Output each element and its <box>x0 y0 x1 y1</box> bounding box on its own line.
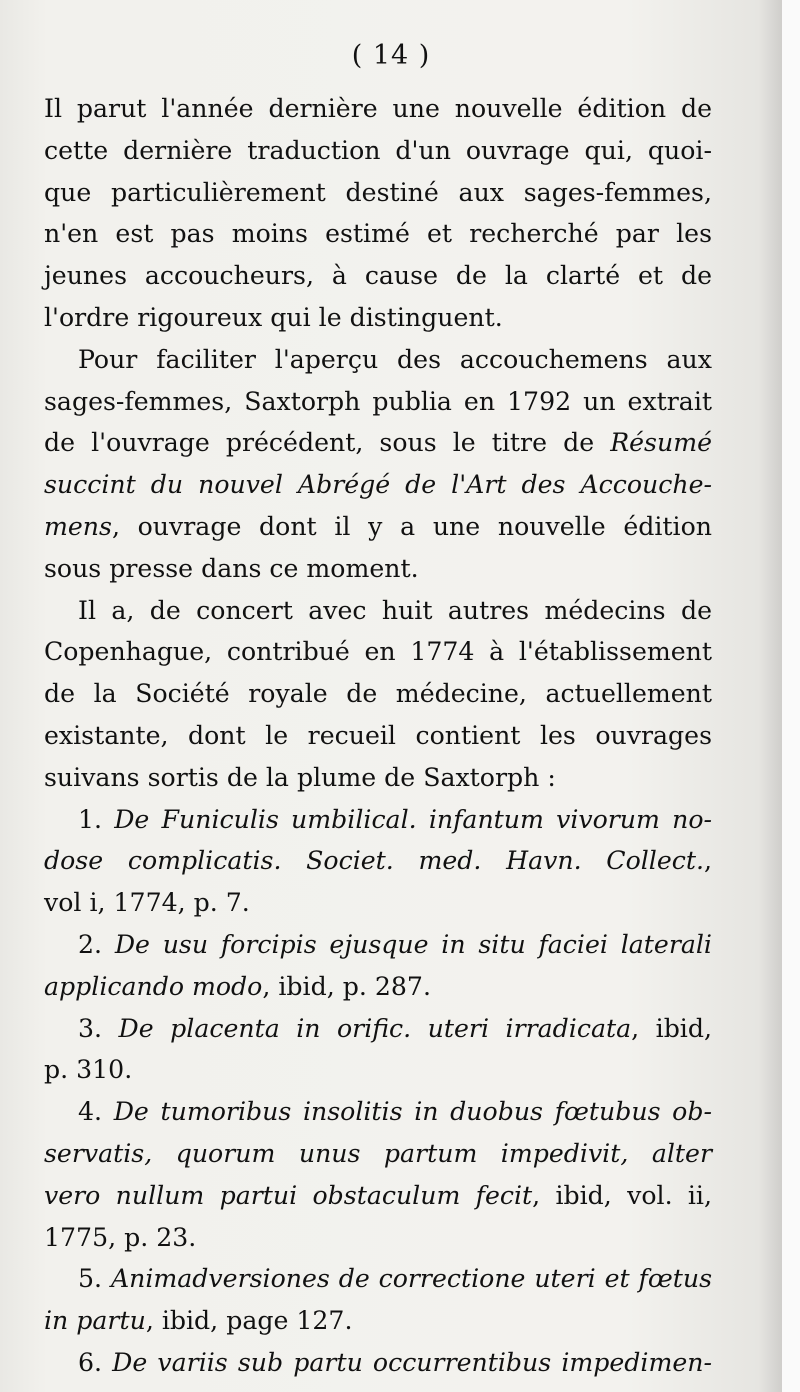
text-line <box>44 757 712 799</box>
text-line <box>44 130 712 172</box>
line-text: l'ordre rigoureux qui le distinguent. <box>44 302 503 332</box>
text-line <box>44 1091 712 1133</box>
text-line <box>44 631 712 673</box>
line-text: cette dernière traduction d'un ouvrage qui, quoi- <box>44 135 712 165</box>
text-line <box>44 799 712 841</box>
italic-text: servatis, quorum unus partum impedivit, alter <box>44 1138 712 1168</box>
text-line <box>44 882 712 924</box>
line-text: 1775, p. 23. <box>44 1222 197 1252</box>
line-text: 5. <box>78 1264 111 1294</box>
italic-text: vero nullum partui obstaculum fecit <box>44 1180 533 1210</box>
italic-text: De placenta in orific. uteri irradicata <box>118 1013 632 1043</box>
text-line <box>44 339 712 381</box>
line-text: sous presse dans ce moment. <box>44 553 419 583</box>
italic-text: De variis sub partu occurrentibus impedimen- <box>112 1347 712 1377</box>
line-text: sages-femmes, Saxtorph publia en 1792 un extrait <box>44 386 712 416</box>
line-text: 4. <box>78 1097 114 1127</box>
line-text: 2. <box>78 929 115 959</box>
italic-text: De tumoribus insolitis in duobus fœtubus ob- <box>113 1097 712 1127</box>
line-text: , ibid, vol. ii, <box>532 1180 712 1210</box>
italic-text: De Funiculis umbilical. infantum vivorum no- <box>114 804 712 834</box>
italic-text: Animadversiones de correctione uteri et fœtus <box>110 1264 712 1294</box>
line-text: que particulièrement destiné aux sages-femmes, <box>44 177 712 207</box>
text-line <box>44 840 712 882</box>
text-line <box>44 88 712 130</box>
body-text <box>44 88 712 1384</box>
italic-text: succint du nouvel Abrégé de l'Art des Accouche- <box>44 470 712 500</box>
line-text: n'en est pas moins estimé et recherché par les <box>44 219 712 249</box>
italic-text: mens <box>44 511 112 541</box>
line-text: , ibid, page 127. <box>145 1306 353 1336</box>
text-line <box>44 924 712 966</box>
text-line <box>44 673 712 715</box>
line-text: , ibid, p. 287. <box>262 971 431 1001</box>
text-line <box>44 1133 712 1175</box>
text-line <box>44 464 712 506</box>
line-text: 3. <box>78 1013 119 1043</box>
text-line <box>44 1008 712 1050</box>
line-text: suivans sortis de la plume de Saxtorph : <box>44 762 556 792</box>
text-line <box>44 715 712 757</box>
text-line <box>44 422 712 464</box>
text-line <box>44 172 712 214</box>
line-text: de la Société royale de médecine, actuellement <box>44 679 712 709</box>
italic-text: De usu forcipis ejusque in situ faciei laterali <box>114 929 712 959</box>
text-line <box>44 1342 712 1384</box>
text-line <box>44 381 712 423</box>
line-text: 1. <box>78 804 115 834</box>
text-line <box>44 966 712 1008</box>
text-line <box>44 590 712 632</box>
page-number: ( 14 ) <box>351 40 431 71</box>
text-line <box>44 506 712 548</box>
line-text: jeunes accoucheurs, à cause de la clarté et de <box>44 261 712 291</box>
line-text: Copenhague, contribué en 1774 à l'établissement <box>44 637 712 667</box>
line-text: , <box>703 846 712 876</box>
text-line <box>44 1217 712 1259</box>
line-text: Il a, de concert avec huit autres médecins de <box>78 595 712 625</box>
line-text: p. 310. <box>44 1055 133 1085</box>
line-text: , ouvrage dont il y a une nouvelle édition <box>111 511 712 541</box>
italic-text: Résumé <box>610 428 712 458</box>
text-line <box>44 1049 712 1091</box>
page-edge <box>782 0 800 1392</box>
line-text: vol i, 1774, p. 7. <box>44 888 250 918</box>
text-line <box>44 213 712 255</box>
line-text: 6. <box>78 1347 113 1377</box>
text-line <box>44 1258 712 1300</box>
line-text: existante, dont le recueil contient les ouvrages <box>44 720 712 750</box>
italic-text: dose complicatis. Societ. med. Havn. Collect. <box>44 846 704 876</box>
text-line <box>44 255 712 297</box>
line-text: de l'ouvrage précédent, sous le titre de <box>44 428 611 458</box>
text-line <box>44 1175 712 1217</box>
line-text: Pour faciliter l'aperçu des accouchemens aux <box>78 344 712 374</box>
text-line <box>44 297 712 339</box>
line-text: , ibid, <box>631 1013 712 1043</box>
line-text: Il parut l'année dernière une nouvelle édition de <box>44 94 712 123</box>
text-line <box>44 1300 712 1342</box>
italic-text: in partu <box>44 1306 146 1336</box>
italic-text: applicando modo <box>44 971 263 1001</box>
text-line <box>44 548 712 590</box>
